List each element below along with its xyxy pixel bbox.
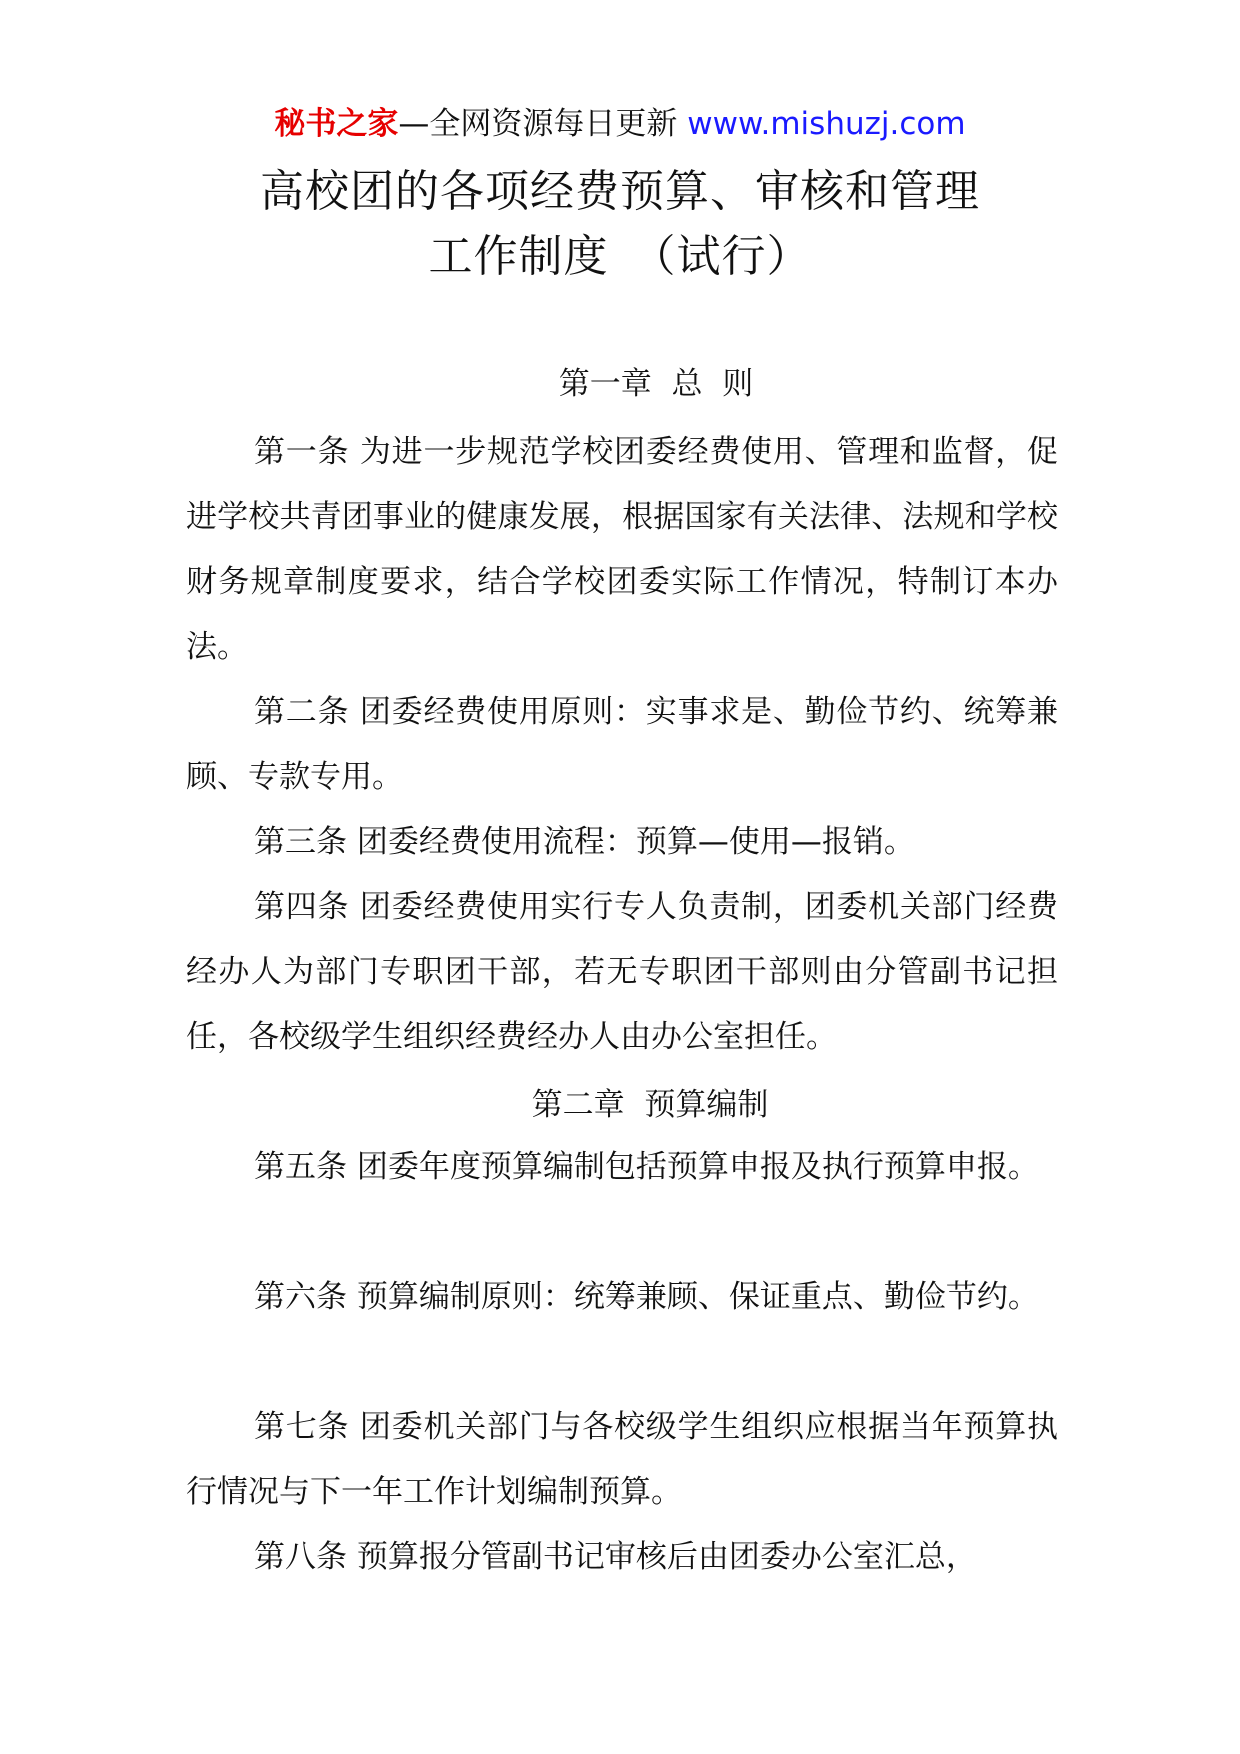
article-5: 第五条 团委年度预算编制包括预算申报及执行预算申报。 xyxy=(254,1149,1039,1185)
site-header xyxy=(0,102,1240,146)
chapter-heading-1: 第一章 总 则 xyxy=(558,366,754,402)
article-3: 第三条 团委经费使用流程：预算—使用—报销。 xyxy=(254,824,915,860)
document-title-line-1: 高校团的各项经费预算、审核和管理 xyxy=(260,166,980,217)
chapter-heading-2: 第二章 预算编制 xyxy=(531,1087,769,1123)
document-title-line-2: 工作制度 （试行） xyxy=(428,231,812,282)
site-brand: 秘书之家 xyxy=(274,106,399,142)
site-tagline: —全网资源每日更新 xyxy=(398,106,678,142)
article-7: 第七条 团委机关部门与各校级学生组织应根据当年预算执行情况与下一年工作计划编制预算。 xyxy=(186,1409,1058,1510)
article-1: 第一条 为进一步规范学校团委经费使用、管理和监督，促进学校共青团事业的健康发展，根据国家有关法律、法规和学校财务规章制度要求，结合学校团委实际工作情况，特制订本办法。 xyxy=(186,434,1058,665)
site-url-link[interactable]: www.mishuzj.com xyxy=(687,106,966,142)
article-2: 第二条 团委经费使用原则：实事求是、勤俭节约、统筹兼顾、专款专用。 xyxy=(186,694,1058,795)
article-8: 第八条 预算报分管副书记审核后由团委办公室汇总， xyxy=(254,1539,977,1575)
article-4: 第四条 团委经费使用实行专人负责制，团委机关部门经费经办人为部门专职团干部，若无专职团干部则由分管副书记担任，各校级学生组织经费经办人由办公室担任。 xyxy=(186,889,1058,1055)
article-6: 第六条 预算编制原则：统筹兼顾、保证重点、勤俭节约。 xyxy=(254,1279,1039,1315)
